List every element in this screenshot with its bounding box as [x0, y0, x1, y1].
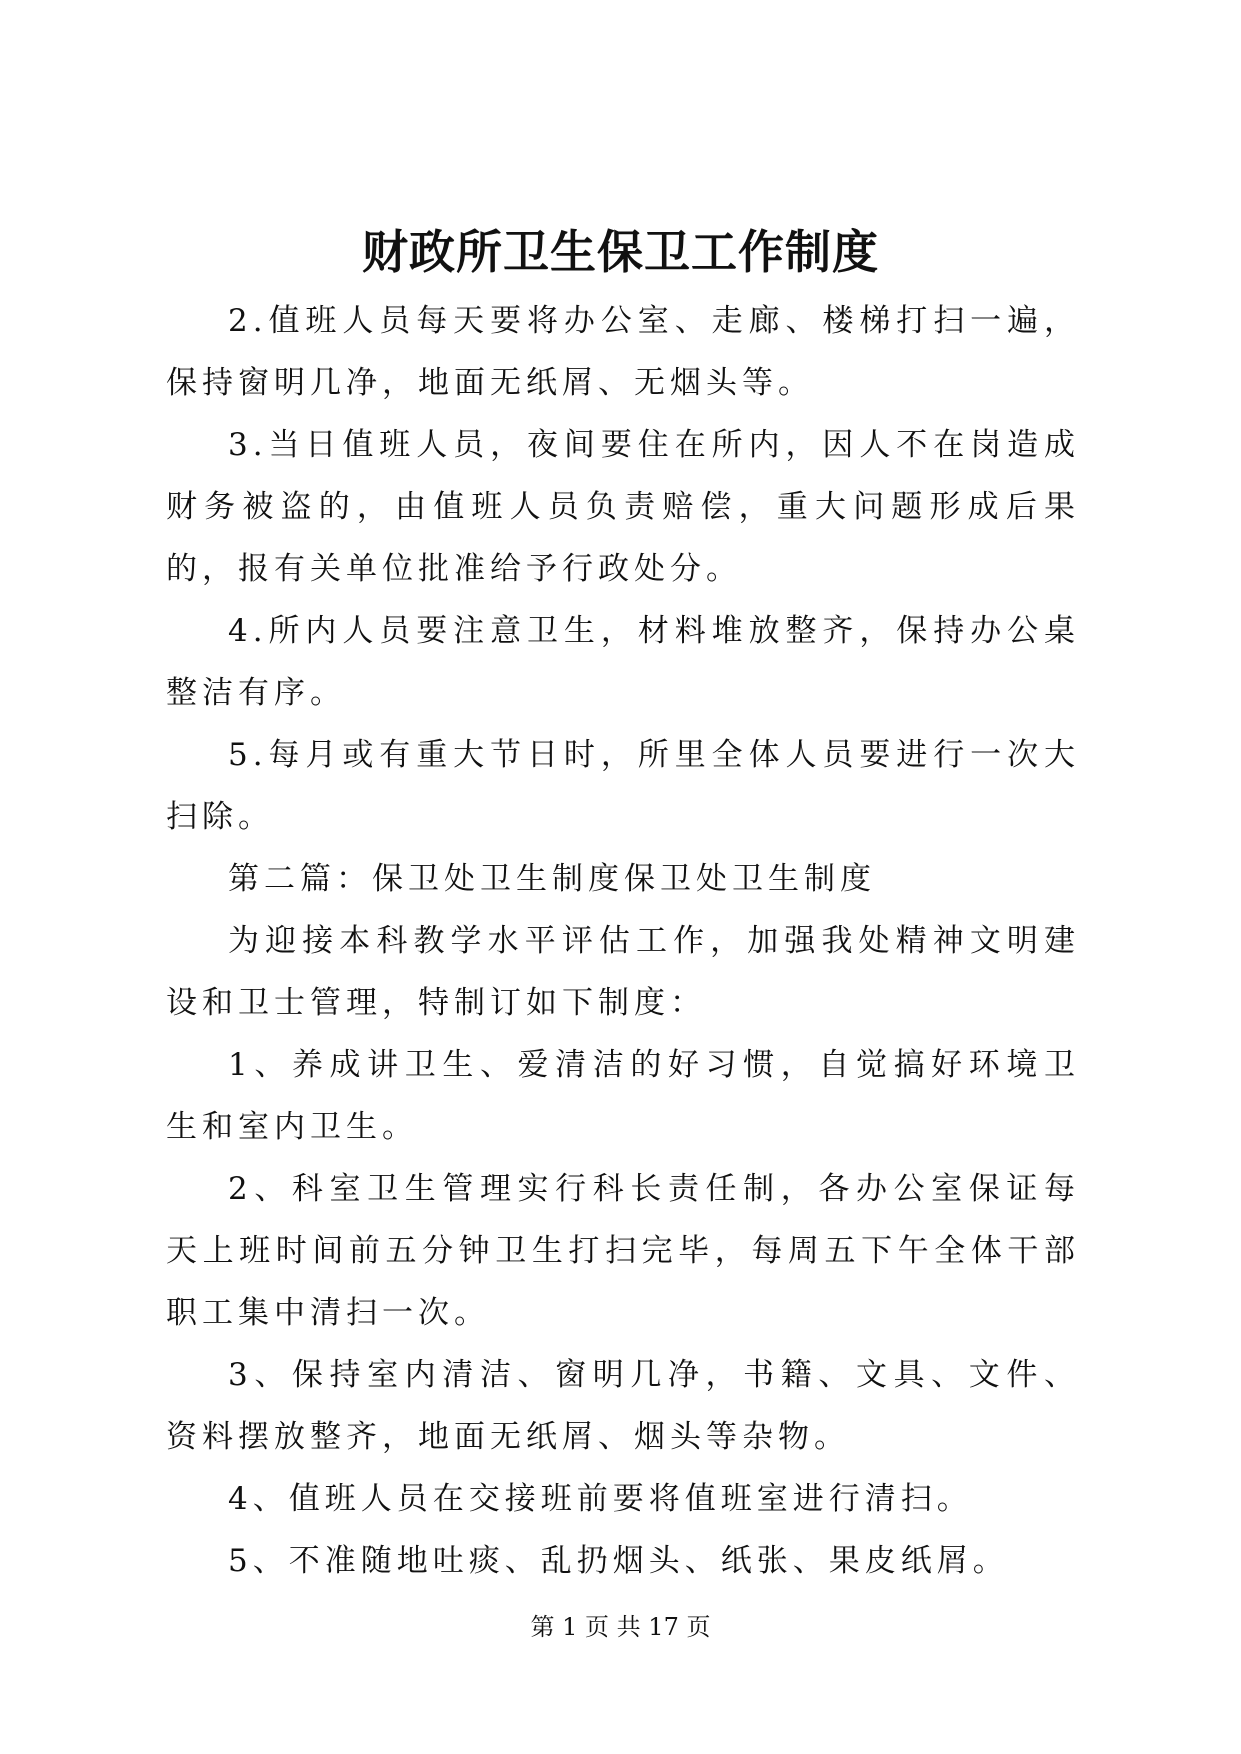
document-title: 财政所卫生保卫工作制度 — [362, 225, 879, 279]
paragraph: 5、不准随地吐痰、乱扔烟头、纸张、果皮纸屑。 — [228, 1543, 1009, 1579]
section-heading: 第二篇：保卫处卫生制度保卫处卫生制度 — [228, 861, 876, 897]
paragraph: 4.所内人员要注意卫生，材料堆放整齐，保持办公桌整洁有序。 — [166, 613, 1080, 711]
paragraph: 4、值班人员在交接班前要将值班室进行清扫。 — [228, 1481, 973, 1517]
paragraph: 为迎接本科教学水平评估工作，加强我处精神文明建设和卫士管理，特制订如下制度： — [166, 923, 1080, 1021]
paragraph: 2、科室卫生管理实行科长责任制，各办公室保证每天上班时间前五分钟卫生打扫完毕，每周五下午全体干部职工集中清扫一次。 — [166, 1171, 1080, 1331]
paragraph: 1、养成讲卫生、爱清洁的好习惯，自觉搞好环境卫生和室内卫生。 — [166, 1047, 1080, 1145]
paragraph: 2.值班人员每天要将办公室、走廊、楼梯打扫一遍，保持窗明几净，地面无纸屑、无烟头等。 — [166, 303, 1080, 401]
page-number-footer: 第 1 页 共 17 页 — [530, 1613, 711, 1641]
paragraph: 5.每月或有重大节日时，所里全体人员要进行一次大扫除。 — [166, 737, 1080, 835]
paragraph: 3、保持室内清洁、窗明几净，书籍、文具、文件、资料摆放整齐，地面无纸屑、烟头等杂物。 — [166, 1357, 1080, 1455]
paragraph: 3.当日值班人员，夜间要住在所内，因人不在岗造成财务被盗的，由值班人员负责赔偿，重大问题形成后果的，报有关单位批准给予行政处分。 — [166, 427, 1080, 587]
document-body — [166, 290, 1080, 1592]
